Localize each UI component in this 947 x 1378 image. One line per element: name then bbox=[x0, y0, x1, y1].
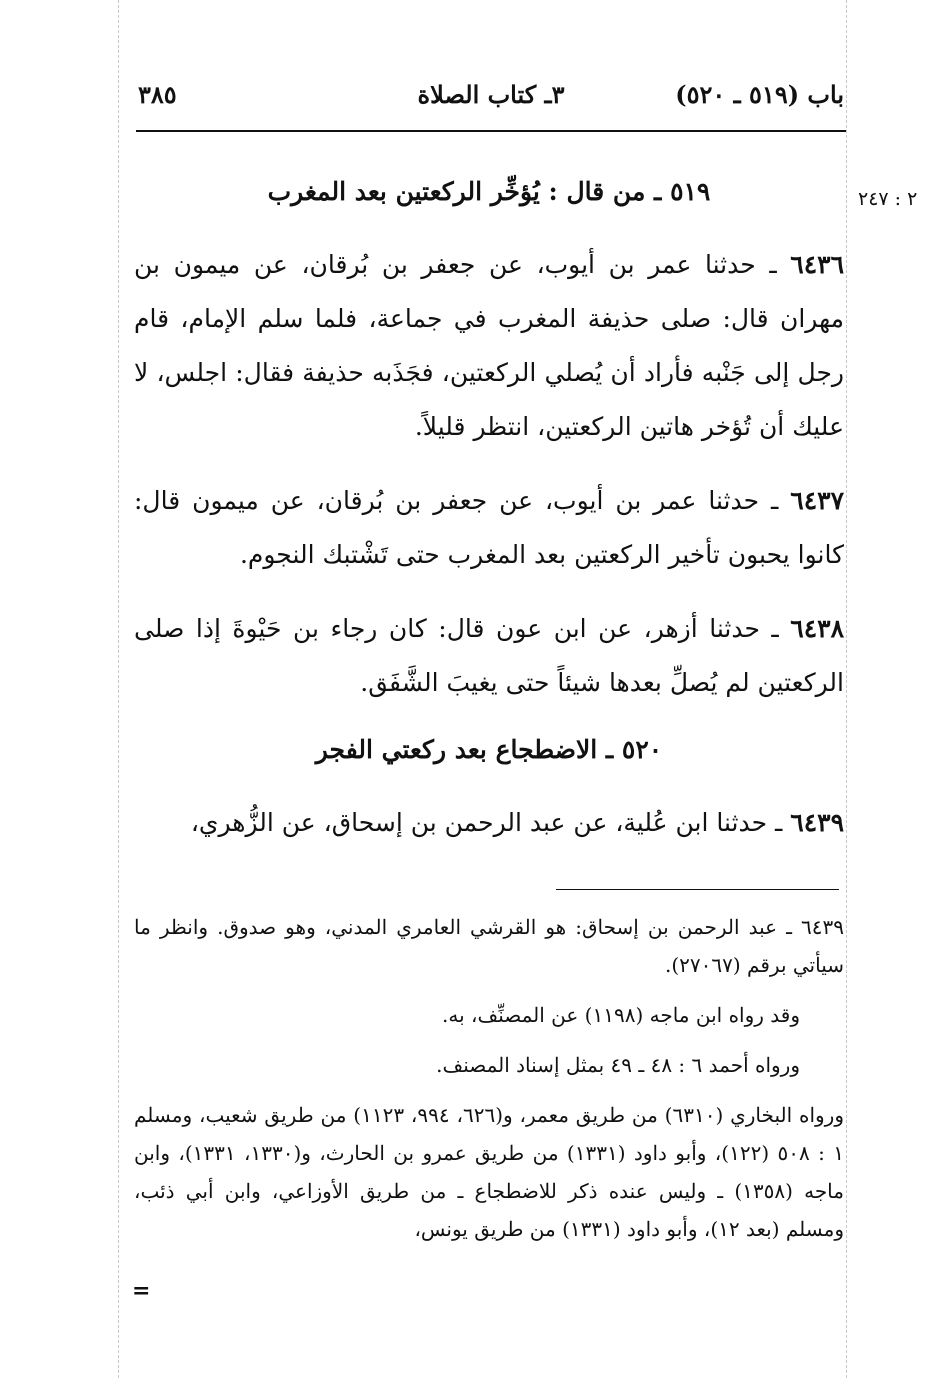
hadith-6436 bbox=[134, 238, 844, 454]
main-text bbox=[134, 160, 844, 870]
hadith-6437 bbox=[134, 474, 844, 582]
hadith-text: ـ حدثنا ابن عُلية، عن عبد الرحمن بن إسحاق، عن الزُّهري، bbox=[190, 808, 791, 837]
chapter-heading-519: ٥١٩ ـ من قال : يُؤخِّر الركعتين بعد المغرب bbox=[267, 177, 711, 206]
hadith-number: ٦٤٣٩ bbox=[790, 808, 844, 837]
hadith-6438 bbox=[134, 602, 844, 710]
scan-margin-line-left bbox=[118, 0, 119, 1378]
hadith-text: ـ حدثنا أزهر، عن ابن عون قال: كان رجاء بن حَيْوةَ إذا صلى الركعتين لم يُصلِّ بعدها شيئاً حتى يغيبَ الشَّفَق. bbox=[134, 614, 844, 697]
running-header bbox=[138, 80, 844, 124]
footnote-line: ورواه أحمد ٦ : ٤٨ ـ ٤٩ بمثل إسناد المصنف. bbox=[436, 1053, 800, 1077]
margin-reference: ٢ : ٢٤٧ bbox=[858, 188, 918, 210]
header-chapter-range: باب (٥١٩ ـ ٥٢٠) bbox=[675, 80, 844, 109]
footnote-separator bbox=[556, 889, 839, 890]
footnote-6439: ٦٤٣٩ ـ عبد الرحمن بن إسحاق: هو القرشي العامري المدني، وهو صدوق. وانظر ما سيأتي برقم (٢٧٠٦٧). bbox=[134, 915, 844, 977]
header-rule bbox=[136, 130, 846, 132]
hadith-text: ـ حدثنا عمر بن أيوب، عن جعفر بن بُرقان، عن ميمون قال: كانوا يحبون تأخير الركعتين بعد المغرب حتى تَشْتبك النجوم. bbox=[134, 486, 844, 569]
hadith-text: ـ حدثنا عمر بن أيوب، عن جعفر بن بُرقان، عن ميمون بن مهران قال: صلى حذيفة المغرب في جماعة، فلما سلم الإمام، قام رجل إلى جَنْبه فأراد أن يُصلي الركعتين، فجَذَبه حذيفة فقال: اجلس، لا عليك أن تُؤخر هاتين الركعتين، انتظر قليلاً. bbox=[134, 250, 844, 441]
scan-margin-line-right bbox=[846, 0, 847, 1378]
continuation-mark: = bbox=[132, 1278, 151, 1304]
hadith-number: ٦٤٣٦ bbox=[790, 250, 844, 279]
footnote-line: وقد رواه ابن ماجه (١١٩٨) عن المصنِّف، به. bbox=[442, 1003, 800, 1027]
hadith-6439 bbox=[134, 796, 844, 850]
footnote-line: ورواه البخاري (٦٣١٠) من طريق معمر، و(٦٢٦، ٩٩٤، ١١٢٣) من طريق شعيب، ومسلم ١ : ٥٠٨ (١٢٢)، وأبو داود (١٣٣١) من طريق عمرو بن الحارث، و(١٣٣٠، ١٣٣١)، وابن ماجه (١٣٥٨) ـ وليس عنده ذكر للاضطجاع ـ من طريق الأوزاعي، وابن أبي ذئب، ومسلم (بعد ١٢)، وأبو داود (١٣٣١) من طريق يونس، bbox=[134, 1103, 845, 1241]
hadith-number: ٦٤٣٨ bbox=[790, 614, 844, 643]
chapter-heading-520: ٥٢٠ ـ الاضطجاع بعد ركعتي الفجر bbox=[315, 735, 663, 764]
footnotes bbox=[134, 908, 844, 1260]
page-number: ٣٨٥ bbox=[138, 80, 177, 109]
header-book-title: ٣ـ كتاب الصلاة bbox=[417, 80, 565, 109]
hadith-number: ٦٤٣٧ bbox=[790, 486, 844, 515]
